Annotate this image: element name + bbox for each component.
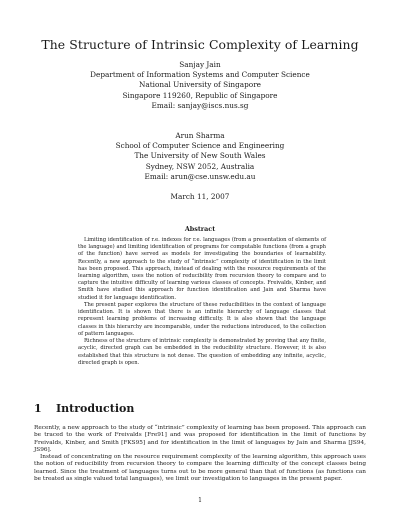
body-paragraph: Recently, a new approach to the study of “intrinsic” complexity of learning has been proposed. This approach can be traced to the work of Freivalds [Fre91] and was proposed for identification in the limit of functions by Freivalds, Kinber, and Smith [FKS95] and for identification in the limit of languages by Jain and Sharma [JS94, JS96].	[34, 425, 366, 453]
section-title: Introduction	[56, 402, 135, 415]
abstract-text	[78, 237, 326, 367]
abstract-paragraph: Limiting identification of r.e. indexes for r.e. languages (from a presentation of elements of the language) and limiting identification of programs for computable functions (from a graph of the function) have served as models for investigating the boundaries of learnability. Recently, a new approach to the study of “intrinsic” complexity of identification in the limit has been proposed. This approach, instead of dealing with the resource requirements of the learning algorithm, uses the notion of reducibility from recursion theory to compare and to capture the intuitive difficulty of learning various classes of concepts. Freivalds, Kinber, and Smith have studied this approach for function identification and Jain and Sharma have studied it for language identification.	[78, 237, 326, 301]
author-email: Email: arun@cse.unsw.edu.au	[144, 171, 256, 181]
abstract-paragraph: Richness of the structure of intrinsic complexity is demonstrated by proving that any finite, acyclic, directed graph can be embedded in the reducibility structure. However, it is also established that this structure is not dense. The question of embedding any infinite, acyclic, directed graph is open.	[78, 338, 326, 366]
author-name: Sanjay Jain	[179, 60, 221, 69]
author-university: National University of Singapore	[139, 80, 261, 90]
author-block-1	[0, 60, 400, 111]
author-department: Department of Information Systems and Computer Science	[90, 70, 310, 80]
page-number: 1	[198, 497, 202, 504]
paper-title: The Structure of Intrinsic Complexity of Learning	[41, 37, 359, 52]
section-heading	[34, 402, 134, 415]
author-address: Sydney, NSW 2052, Australia	[145, 161, 255, 171]
author-address: Singapore 119260, Republic of Singapore	[122, 90, 278, 100]
abstract-heading: Abstract	[184, 225, 216, 233]
section-number: 1	[34, 402, 42, 415]
author-name: Arun Sharma	[175, 131, 225, 140]
author-block-2	[0, 131, 400, 182]
author-department: School of Computer Science and Engineering	[115, 141, 285, 151]
body-text	[34, 425, 366, 483]
abstract-paragraph: The present paper explores the structure of these reducibilities in the context of language identification. It is shown that there is an infinite hierarchy of language classes that represent learning problems of increasing difficulty. It is also shown that the language classes in this hierarchy are incomparable, under the reductions introduced, to the collection of pattern languages.	[78, 302, 326, 337]
author-email: Email: sanjay@iscs.nus.sg	[151, 100, 249, 110]
author-university: The University of New South Wales	[134, 151, 266, 161]
body-paragraph: Instead of concentrating on the resource requirement complexity of the learning algorithm, this approach uses the notion of reducibility from recursion theory to compare the learning difficulty of the concept classes being learned. Since the treatment of languages turns out to be more general than that of functions (as functions can be treated as single valued total languages), we limit our investigation to languages in the present paper.	[34, 454, 366, 482]
paper-date: March 11, 2007	[170, 192, 230, 201]
